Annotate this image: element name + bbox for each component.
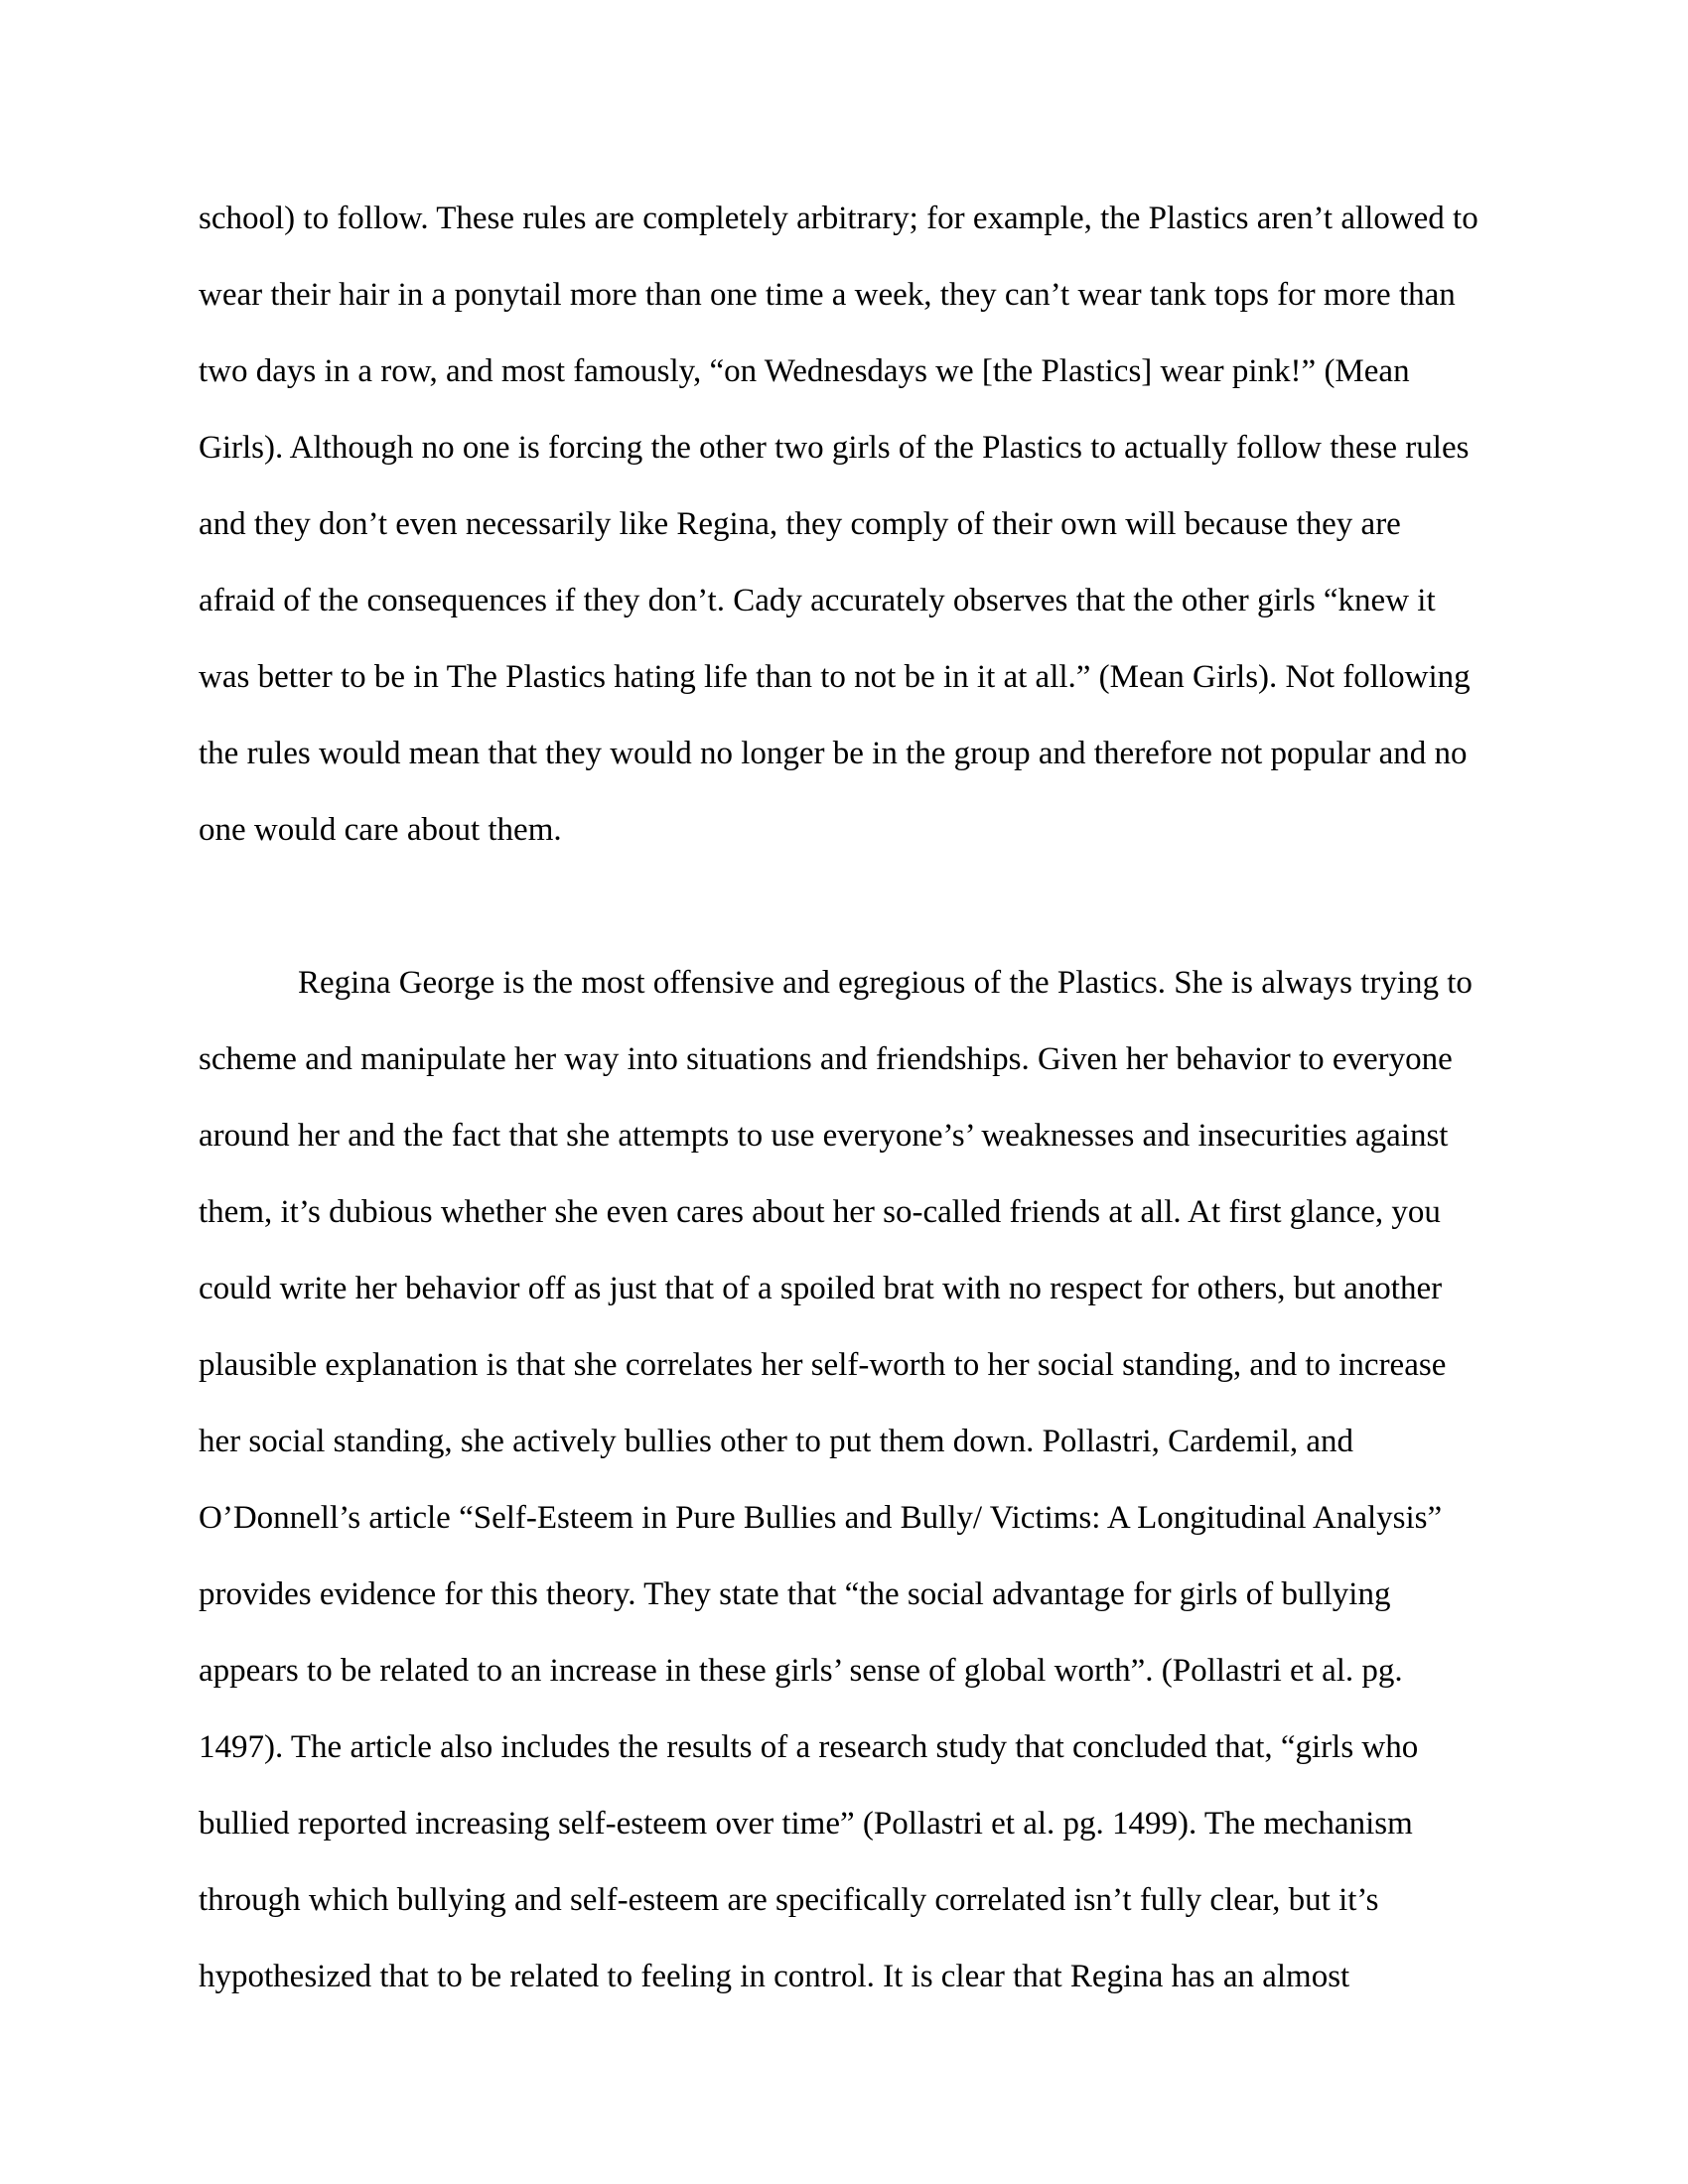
paragraph-1 <box>199 181 1509 869</box>
text-line: appears to be related to an increase in these girls’ sense of global worth”. (Pollastri et al. pg. <box>199 1653 1403 1689</box>
text-line: through which bullying and self-esteem are specifically correlated isn’t fully clear, but it’s <box>199 1882 1379 1918</box>
paragraph-2 <box>199 945 1509 2015</box>
text-line: the rules would mean that they would no longer be in the group and therefore not popular and no <box>199 736 1468 771</box>
text-line: one would care about them. <box>199 812 562 848</box>
text-line: plausible explanation is that she correlates her self-worth to her social standing, and to increase <box>199 1347 1447 1383</box>
essay-text-block <box>199 181 1509 2015</box>
text-line: was better to be in The Plastics hating life than to not be in it at all.” (Mean Girls). Not following <box>199 659 1471 695</box>
text-line: her social standing, she actively bullies other to put them down. Pollastri, Cardemil, and <box>199 1424 1354 1459</box>
text-line: provides evidence for this theory. They state that “the social advantage for girls of bullying <box>199 1576 1391 1612</box>
text-line: afraid of the consequences if they don’t. Cady accurately observes that the other girls “knew it <box>199 583 1436 618</box>
text-line: hypothesized that to be related to feeling in control. It is clear that Regina has an almost <box>199 1959 1350 1994</box>
text-line: scheme and manipulate her way into situations and friendships. Given her behavior to everyone <box>199 1041 1453 1077</box>
text-line: Regina George is the most offensive and egregious of the Plastics. She is always trying to <box>298 965 1473 1001</box>
text-line: school) to follow. These rules are completely arbitrary; for example, the Plastics aren’t allowed to <box>199 201 1478 236</box>
text-line: two days in a row, and most famously, “on Wednesdays we [the Plastics] wear pink!” (Mean <box>199 353 1410 389</box>
text-line: them, it’s dubious whether she even cares about her so-called friends at all. At first glance, you <box>199 1194 1441 1230</box>
text-line: wear their hair in a ponytail more than one time a week, they can’t wear tank tops for more than <box>199 277 1456 313</box>
text-line: could write her behavior off as just that of a spoiled brat with no respect for others, but another <box>199 1271 1443 1306</box>
text-line: around her and the fact that she attempts to use everyone’s’ weaknesses and insecurities against <box>199 1118 1449 1154</box>
text-line: bullied reported increasing self-esteem over time” (Pollastri et al. pg. 1499). The mechanism <box>199 1806 1413 1842</box>
text-line: Girls). Although no one is forcing the other two girls of the Plastics to actually follow these rules <box>199 430 1470 466</box>
text-line: and they don’t even necessarily like Regina, they comply of their own will because they are <box>199 506 1401 542</box>
text-line: O’Donnell’s article “Self-Esteem in Pure Bullies and Bully/ Victims: A Longitudinal Analysis” <box>199 1500 1443 1536</box>
text-line: 1497). The article also includes the results of a research study that concluded that, “girls who <box>199 1729 1419 1765</box>
